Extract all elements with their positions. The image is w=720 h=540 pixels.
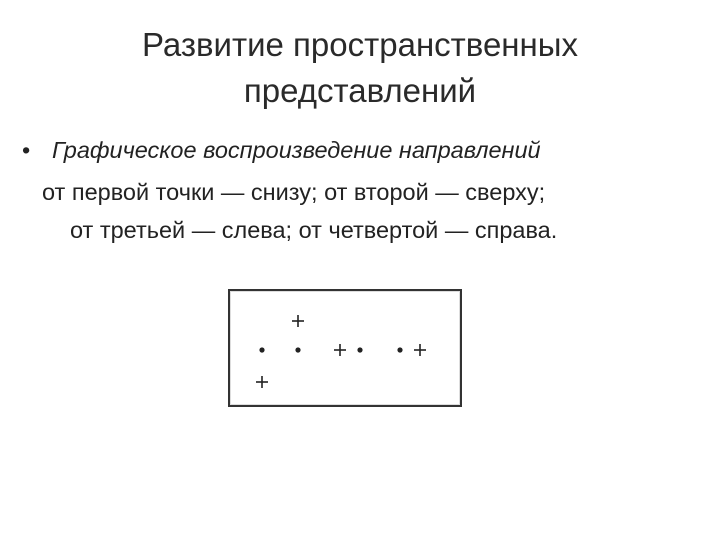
body-line-3: от третьей — слева; от четвертой — справа.	[70, 217, 558, 243]
slide-title-line-1: Развитие пространственных	[142, 26, 578, 63]
bullet-item	[22, 128, 698, 172]
slide-title	[0, 22, 720, 114]
slide-body	[22, 128, 698, 252]
point-3-cross-left	[334, 344, 346, 356]
point-1-dot	[259, 347, 264, 352]
body-line-2: от первой точки — снизу; от второй — сверху;	[42, 179, 546, 205]
point-2-dot	[295, 347, 300, 352]
point-4-dot	[397, 347, 402, 352]
dot-direction-figure	[228, 289, 462, 407]
slide-title-line-2: представлений	[243, 72, 477, 109]
point-1-cross-below	[256, 376, 268, 388]
bullet-marker: •	[22, 137, 31, 163]
bullet-text: Графическое воспроизведение направлений	[52, 137, 541, 163]
point-2-cross-above	[292, 315, 304, 327]
point-3-dot	[357, 347, 362, 352]
point-4-cross-right	[414, 344, 426, 356]
figure-canvas	[230, 291, 464, 409]
